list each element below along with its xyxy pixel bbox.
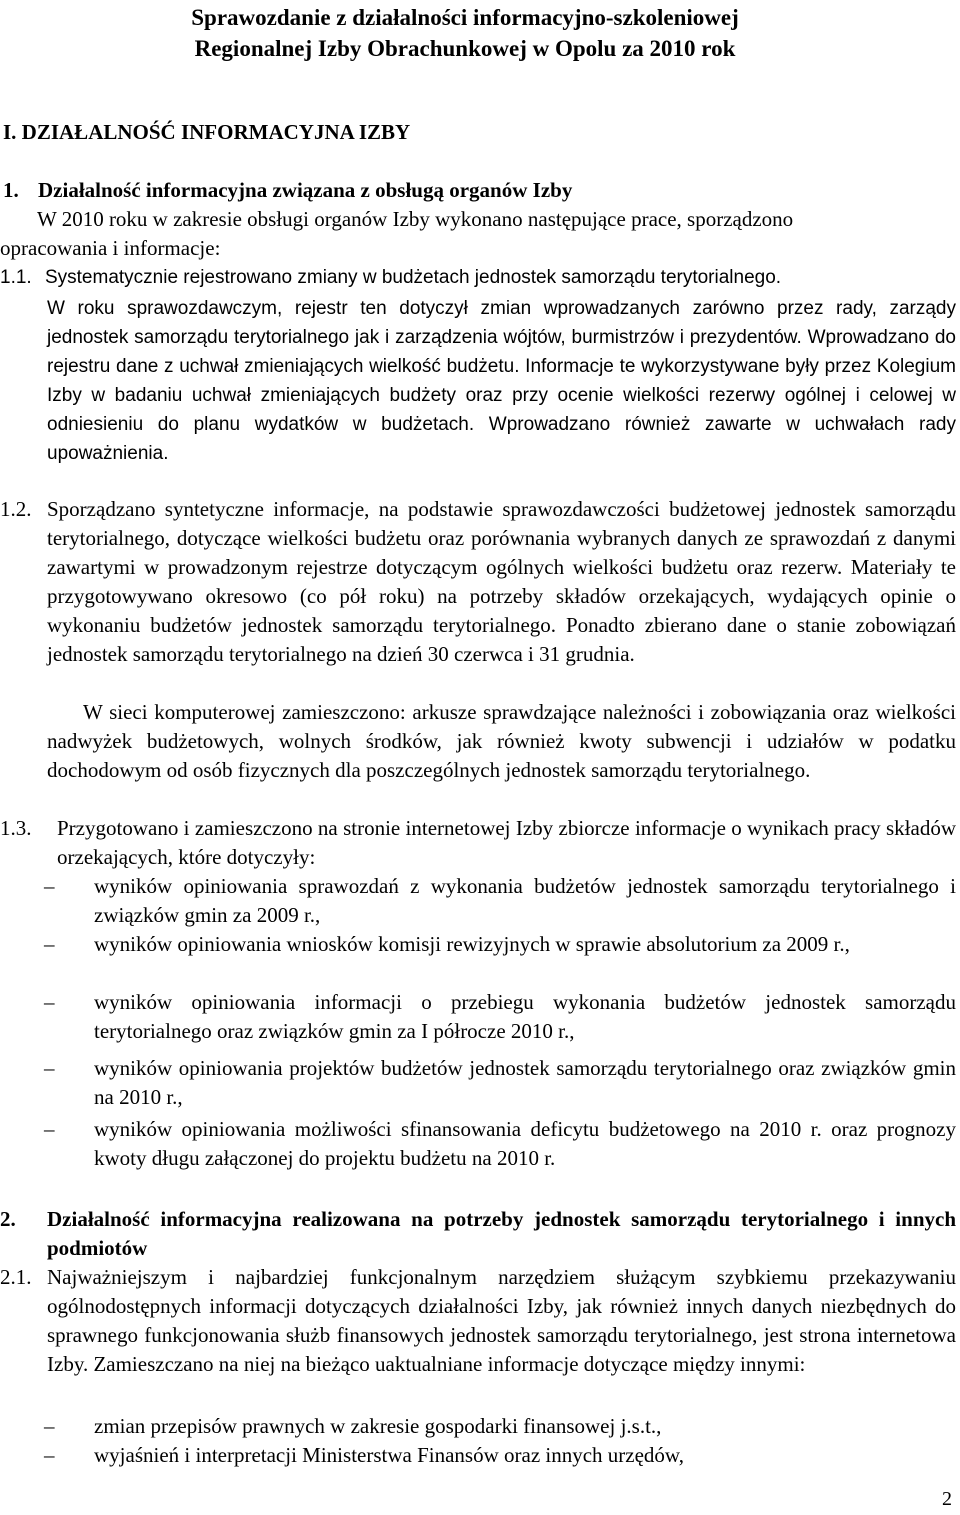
item-1-2-number: 1.2. (0, 497, 32, 521)
part-1-heading (3, 176, 572, 205)
section-heading: I. DZIAŁALNOŚĆ INFORMACYJNA IZBY (3, 120, 411, 144)
item-1-2-text-2: W sieci komputerowej zamieszczono: arkusze sprawdzające należności i zobowiązania oraz wielkości nadwyżek budżetowych, wolnych środków, jak również kwoty subwencji i udziałów w podatku dochodowym od osób fizycznych dla poszczególnych jednostek samorządu terytorialnego. (47, 700, 956, 782)
page-number: 2 (942, 1488, 952, 1510)
list-item-text: wyników opiniowania informacji o przebiegu wykonania budżetów jednostek samorządu terytorialnego oraz związków gmin za I półrocze 2010 r., (94, 990, 956, 1043)
document-title (0, 2, 960, 64)
list-item-text: wyników opiniowania projektów budżetów jednostek samorządu terytorialnego oraz związków gmin na 2010 r., (94, 1056, 956, 1109)
item-1-1-lead: Systematycznie rejestrowano zmiany w budżetach jednostek samorządu terytorialnego. (44, 267, 782, 288)
dash-bullet: – (44, 932, 55, 956)
item-2-1-text: Najważniejszym i najbardziej funkcjonalnym narzędziem służącym szybkiemu przekazywaniu ogólnodostępnych informacji dotyczących działalności Izby, jak również innych danych niezbędnych do sprawnego funkcjonowania służb finansowych jednostek samorządu terytorialnego, jest strona internetowa Izby. Zamieszczano na niej na bieżąco uaktualniane informacje dotyczące między innymi: (47, 1265, 956, 1376)
part-2-number: 2. (0, 1207, 16, 1231)
list-item-text: zmian przepisów prawnych w zakresie gospodarki finansowej j.s.t., (94, 1414, 662, 1438)
item-1-3-text: Przygotowano i zamieszczono na stronie internetowej Izby zbiorcze informacje o wynikach pracy składów orzekających, które dotyczyły: (57, 816, 956, 869)
title-line-2: Regionalnej Izby Obrachunkowej w Opolu za 2010 rok (194, 36, 736, 61)
part-1-intro-line-1: W 2010 roku w zakresie obsługi organów Izby wykonano następujące prace, sporządzono (37, 207, 794, 231)
part-1-title: Działalność informacyjna związana z obsługą organów Izby (38, 178, 573, 202)
dash-bullet: – (44, 874, 55, 898)
part-1-number: 1. (3, 178, 19, 202)
item-2-1-number: 2.1. (0, 1265, 32, 1289)
list-item-text: wyników opiniowania sprawozdań z wykonania budżetów jednostek samorządu terytorialnego i związków gmin za 2009 r., (94, 874, 956, 927)
list-item-text: wyjaśnień i interpretacji Ministerstwa Finansów oraz innych urzędów, (94, 1443, 684, 1467)
dash-bullet: – (44, 1443, 55, 1467)
list-item-text: wyników opiniowania wniosków komisji rewizyjnych w sprawie absolutorium za 2009 r., (94, 932, 850, 956)
part-1-intro-line-2: opracowania i informacje: (0, 236, 221, 260)
item-1-1-first-line (0, 263, 956, 292)
list-item-text: wyników opiniowania możliwości sfinansowania deficytu budżetowego na 2010 r. oraz prognozy kwoty długu załączonej do projektu budżetu na 2010 r. (94, 1117, 956, 1170)
dash-bullet: – (44, 990, 55, 1014)
part-2-heading: Działalność informacyjna realizowana na potrzeby jednostek samorządu terytorialnego i innych podmiotów (47, 1207, 956, 1260)
item-1-3-number: 1.3. (0, 816, 32, 840)
dash-bullet: – (44, 1117, 55, 1141)
title-line-1: Sprawozdanie z działalności informacyjno-szkoleniowej (191, 5, 739, 30)
item-1-1-text: W roku sprawozdawczym, rejestr ten dotyczył zmian wprowadzanych zarówno przez rady, zarządy jednostek samorządu terytorialnego jak i zarządzenia wójtów, burmistrzów i prezydentów. Wprowadzano do rejestru dane z uchwał zmieniających wielkość budżetu. Informacje te wykorzystywane były przez Kolegium Izby w badaniu uchwał zmieniających budżety oraz przy ocenie wielkości rezerwy ogólnej i celowej w odniesieniu do planu wydatków w budżetach. Wprowadzano również zawarte w uchwałach rady upoważnienia. (47, 298, 956, 464)
item-1-1-number: 1.1. (0, 267, 32, 288)
item-1-2-text: Sporządzano syntetyczne informacje, na podstawie sprawozdawczości budżetowej jednostek samorządu terytorialnego, dotyczące wielkości budżetu oraz porównania wybranych danych ze sprawozdań z danymi zawartymi w prowadzonym rejestrze dotyczącym ogólnych wielkości budżetu oraz rezerw. Materiały te przygotowywano okresowo (co pół roku) na potrzeby składów orzekających, wydających opinie o wykonaniu budżetów jednostek samorządu terytorialnego. Ponadto zbierano dane o stanie zobowiązań jednostek samorządu terytorialnego na dzień 30 czerwca i 31 grudnia. (47, 497, 956, 666)
dash-bullet: – (44, 1414, 55, 1438)
dash-bullet: – (44, 1056, 55, 1080)
